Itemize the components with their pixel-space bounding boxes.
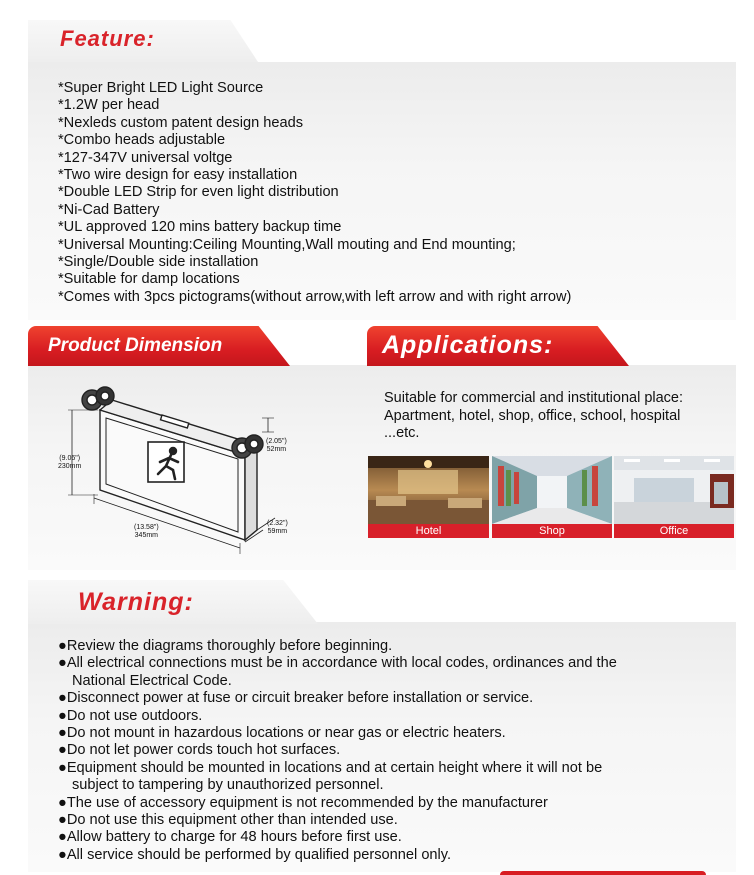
office-caption: Office <box>614 524 734 538</box>
feature-item: *Comes with 3pcs pictograms(without arrow,with left arrow and with right arrow) <box>58 288 572 305</box>
warning-item: ●Do not let power cords touch hot surfaces. <box>58 742 341 759</box>
warning-item: ●All service should be performed by qualified personnel only. <box>58 846 452 863</box>
height-dimension-label: (9.06") 230mm <box>58 455 82 470</box>
feature-item: *Super Bright LED Light Source <box>58 80 264 96</box>
warning-item: ●Review the diagrams thoroughly before beginning. <box>58 638 393 654</box>
next-section-tab-edge <box>500 871 706 875</box>
warning-item-continued: subject to tampering by unauthorized personnel. <box>72 777 384 794</box>
feature-item: *Two wire design for easy installation <box>58 167 298 184</box>
warning-item: ●Do not use this equipment other than intended use. <box>58 812 398 829</box>
shop-photo <box>492 456 612 524</box>
feature-item: *Universal Mounting:Ceiling Mounting,Wall mouting and End mounting; <box>58 236 516 253</box>
feature-list <box>58 80 571 306</box>
feature-item: *1.2W per head <box>58 97 160 114</box>
feature-item: *127-347V universal voltge <box>58 149 233 166</box>
warning-item: ●All electrical connections must be in accordance with local codes, ordinances and the <box>58 655 617 672</box>
hotel-photo <box>368 456 489 524</box>
warning-item: ●Do not use outdoors. <box>58 707 203 724</box>
feature-item: *Single/Double side installation <box>58 254 259 271</box>
office-photo <box>614 456 734 524</box>
feature-item: *Nexleds custom patent design heads <box>58 114 304 131</box>
shop-caption: Shop <box>492 524 612 538</box>
feature-item: *Combo heads adjustable <box>58 132 226 149</box>
warning-item: ●Do not mount in hazardous locations or near gas or electric heaters. <box>58 725 506 742</box>
dimension-title: Product Dimension <box>48 335 223 356</box>
feature-item: *Double LED Strip for even light distribution <box>58 184 339 201</box>
warning-title: Warning: <box>78 588 194 616</box>
head-dimension-label: (2.05") 52mm <box>266 438 287 453</box>
depth-dimension-label: (2.32") 59mm <box>267 520 288 535</box>
width-dimension-label: (13.58") 345mm <box>134 524 159 539</box>
feature-item: *Ni-Cad Battery <box>58 201 160 218</box>
feature-item: *Suitable for damp locations <box>58 271 240 288</box>
warning-item: ●Allow battery to charge for 48 hours before first use. <box>58 829 402 846</box>
hotel-caption: Hotel <box>368 524 489 538</box>
warning-item: ●Disconnect power at fuse or circuit breaker before installation or service. <box>58 690 534 707</box>
applications-text: Suitable for commercial and institutional place: Apartment, hotel, shop, office, school, hospital ...etc. <box>384 390 684 441</box>
applications-title: Applications: <box>382 331 554 359</box>
warning-item: ●The use of accessory equipment is not recommended by the manufacturer <box>58 794 548 811</box>
warning-list <box>58 638 617 864</box>
feature-item: *UL approved 120 mins battery backup time <box>58 219 342 236</box>
warning-item-continued: National Electrical Code. <box>72 672 232 689</box>
product-dimension-drawing <box>50 380 310 565</box>
warning-item: ●Equipment should be mounted in locations and at certain height where it will not be <box>58 759 603 776</box>
feature-title: Feature: <box>60 26 155 51</box>
